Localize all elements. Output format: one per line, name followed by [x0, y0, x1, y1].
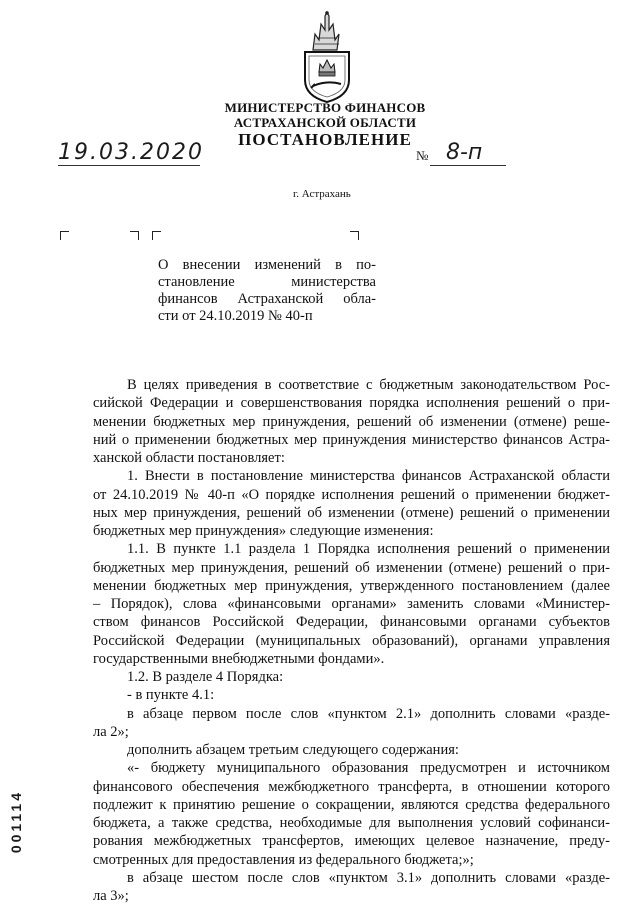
body-line: менении бюджетных мер принуждения, решений об изменении (отмене) реше- [93, 413, 610, 430]
body-line: бюджетных мер принуждения» следующие изменения: [93, 523, 434, 539]
body-line: от 24.10.2019 № 40-п «О порядке исполнения решений о применении бюджет- [93, 486, 610, 503]
body-line: ных мер принуждения, решений об изменении (отмене) решений о применении [93, 504, 610, 521]
body-line: подлежит к принятию решение о сокращении, являются средства федерального [93, 796, 610, 813]
body-line: - в пункте 4.1: [127, 687, 215, 704]
body-line: ла 3»; [93, 888, 129, 904]
body-line: в абзаце первом после слов «пунктом 2.1» дополнить словами «разде- [127, 705, 610, 722]
subject-line: О внесении изменений в по- [158, 257, 376, 273]
body-line: смотренных для предоставления из федерального бюджета;»; [93, 851, 474, 868]
body-line: ством финансов Российской Федерации, финансовыми органами субъектов [93, 614, 610, 631]
margin-stamp-number: 001114 [8, 790, 24, 854]
city-name: г. Астрахань [293, 188, 351, 200]
date-underline [58, 165, 200, 166]
document-date: 19.03.2020 [58, 140, 204, 165]
corner-bracket-top-right [130, 231, 139, 240]
coat-of-arms-icon [297, 10, 353, 104]
document-type: ПОСТАНОВЛЕНИЕ [238, 130, 412, 149]
body-line: 1. Внести в постановление министерства финансов Астраханской области [127, 468, 610, 485]
body-line: В целях приведения в соответствие с бюджетным законодательством Рос- [127, 377, 610, 393]
subject-line: сти от 24.10.2019 № 40-п [158, 308, 313, 324]
body-line: 1.2. В разделе 4 Порядка: [127, 669, 284, 685]
number-sign: № [416, 148, 429, 163]
corner-bracket-top-right [350, 231, 359, 240]
number-underline [430, 165, 506, 166]
ministry-line-2: АСТРАХАНСКОЙ ОБЛАСТИ [233, 115, 417, 130]
body-line: бюджета, а также средства, необходимые для выполнения условий софинанси- [93, 815, 610, 831]
ministry-name [205, 100, 445, 130]
body-line: дополнить абзацем третьим следующего содержания: [127, 742, 459, 758]
corner-bracket-top-left [152, 231, 161, 240]
body-line: – Порядок), слова «финансовыми органами» заменить словами «Министер- [93, 596, 610, 612]
subject-line: становление министерства [158, 274, 376, 290]
body-line: Российской Федерации (муниципальных образований), органами управления [93, 632, 610, 649]
subject-line: финансов Астраханской обла- [158, 291, 376, 307]
body-line: в абзаце шестом после слов «пунктом 3.1» дополнить словами «разде- [127, 869, 610, 886]
body-line: рования межбюджетных трансфертов, имеющих целевое назначение, преду- [93, 833, 610, 850]
document-body [93, 376, 610, 905]
body-line: ний о применении бюджетных мер принуждения министерство финансов Астра- [93, 431, 610, 448]
body-line: «- бюджету муниципального образования предусмотрен и источником [127, 760, 610, 777]
document-subject [158, 257, 376, 325]
body-line: бюджетных мер принуждения, решений об изменении (отмене) решений о при- [93, 559, 610, 576]
body-line: ла 2»; [93, 723, 129, 740]
document-number: 8-п [446, 140, 483, 165]
body-line: ханской области постановляет: [93, 450, 285, 466]
body-line: 1.1. В пункте 1.1 раздела 1 Порядка исполнения решений о применении [127, 541, 610, 558]
body-line: государственными внебюджетными фондами». [93, 650, 385, 667]
corner-bracket-top-left [60, 231, 69, 240]
body-line: сийской Федерации и совершенствования порядка исполнения решений о при- [93, 395, 610, 412]
ministry-line-1: МИНИСТЕРСТВО ФИНАНСОВ [224, 100, 426, 115]
body-line: менении бюджетных мер принуждения, утвержденного постановлением (далее [93, 577, 610, 594]
body-line: финансового обеспечения межбюджетного трансферта, в отношении которого [93, 778, 610, 795]
